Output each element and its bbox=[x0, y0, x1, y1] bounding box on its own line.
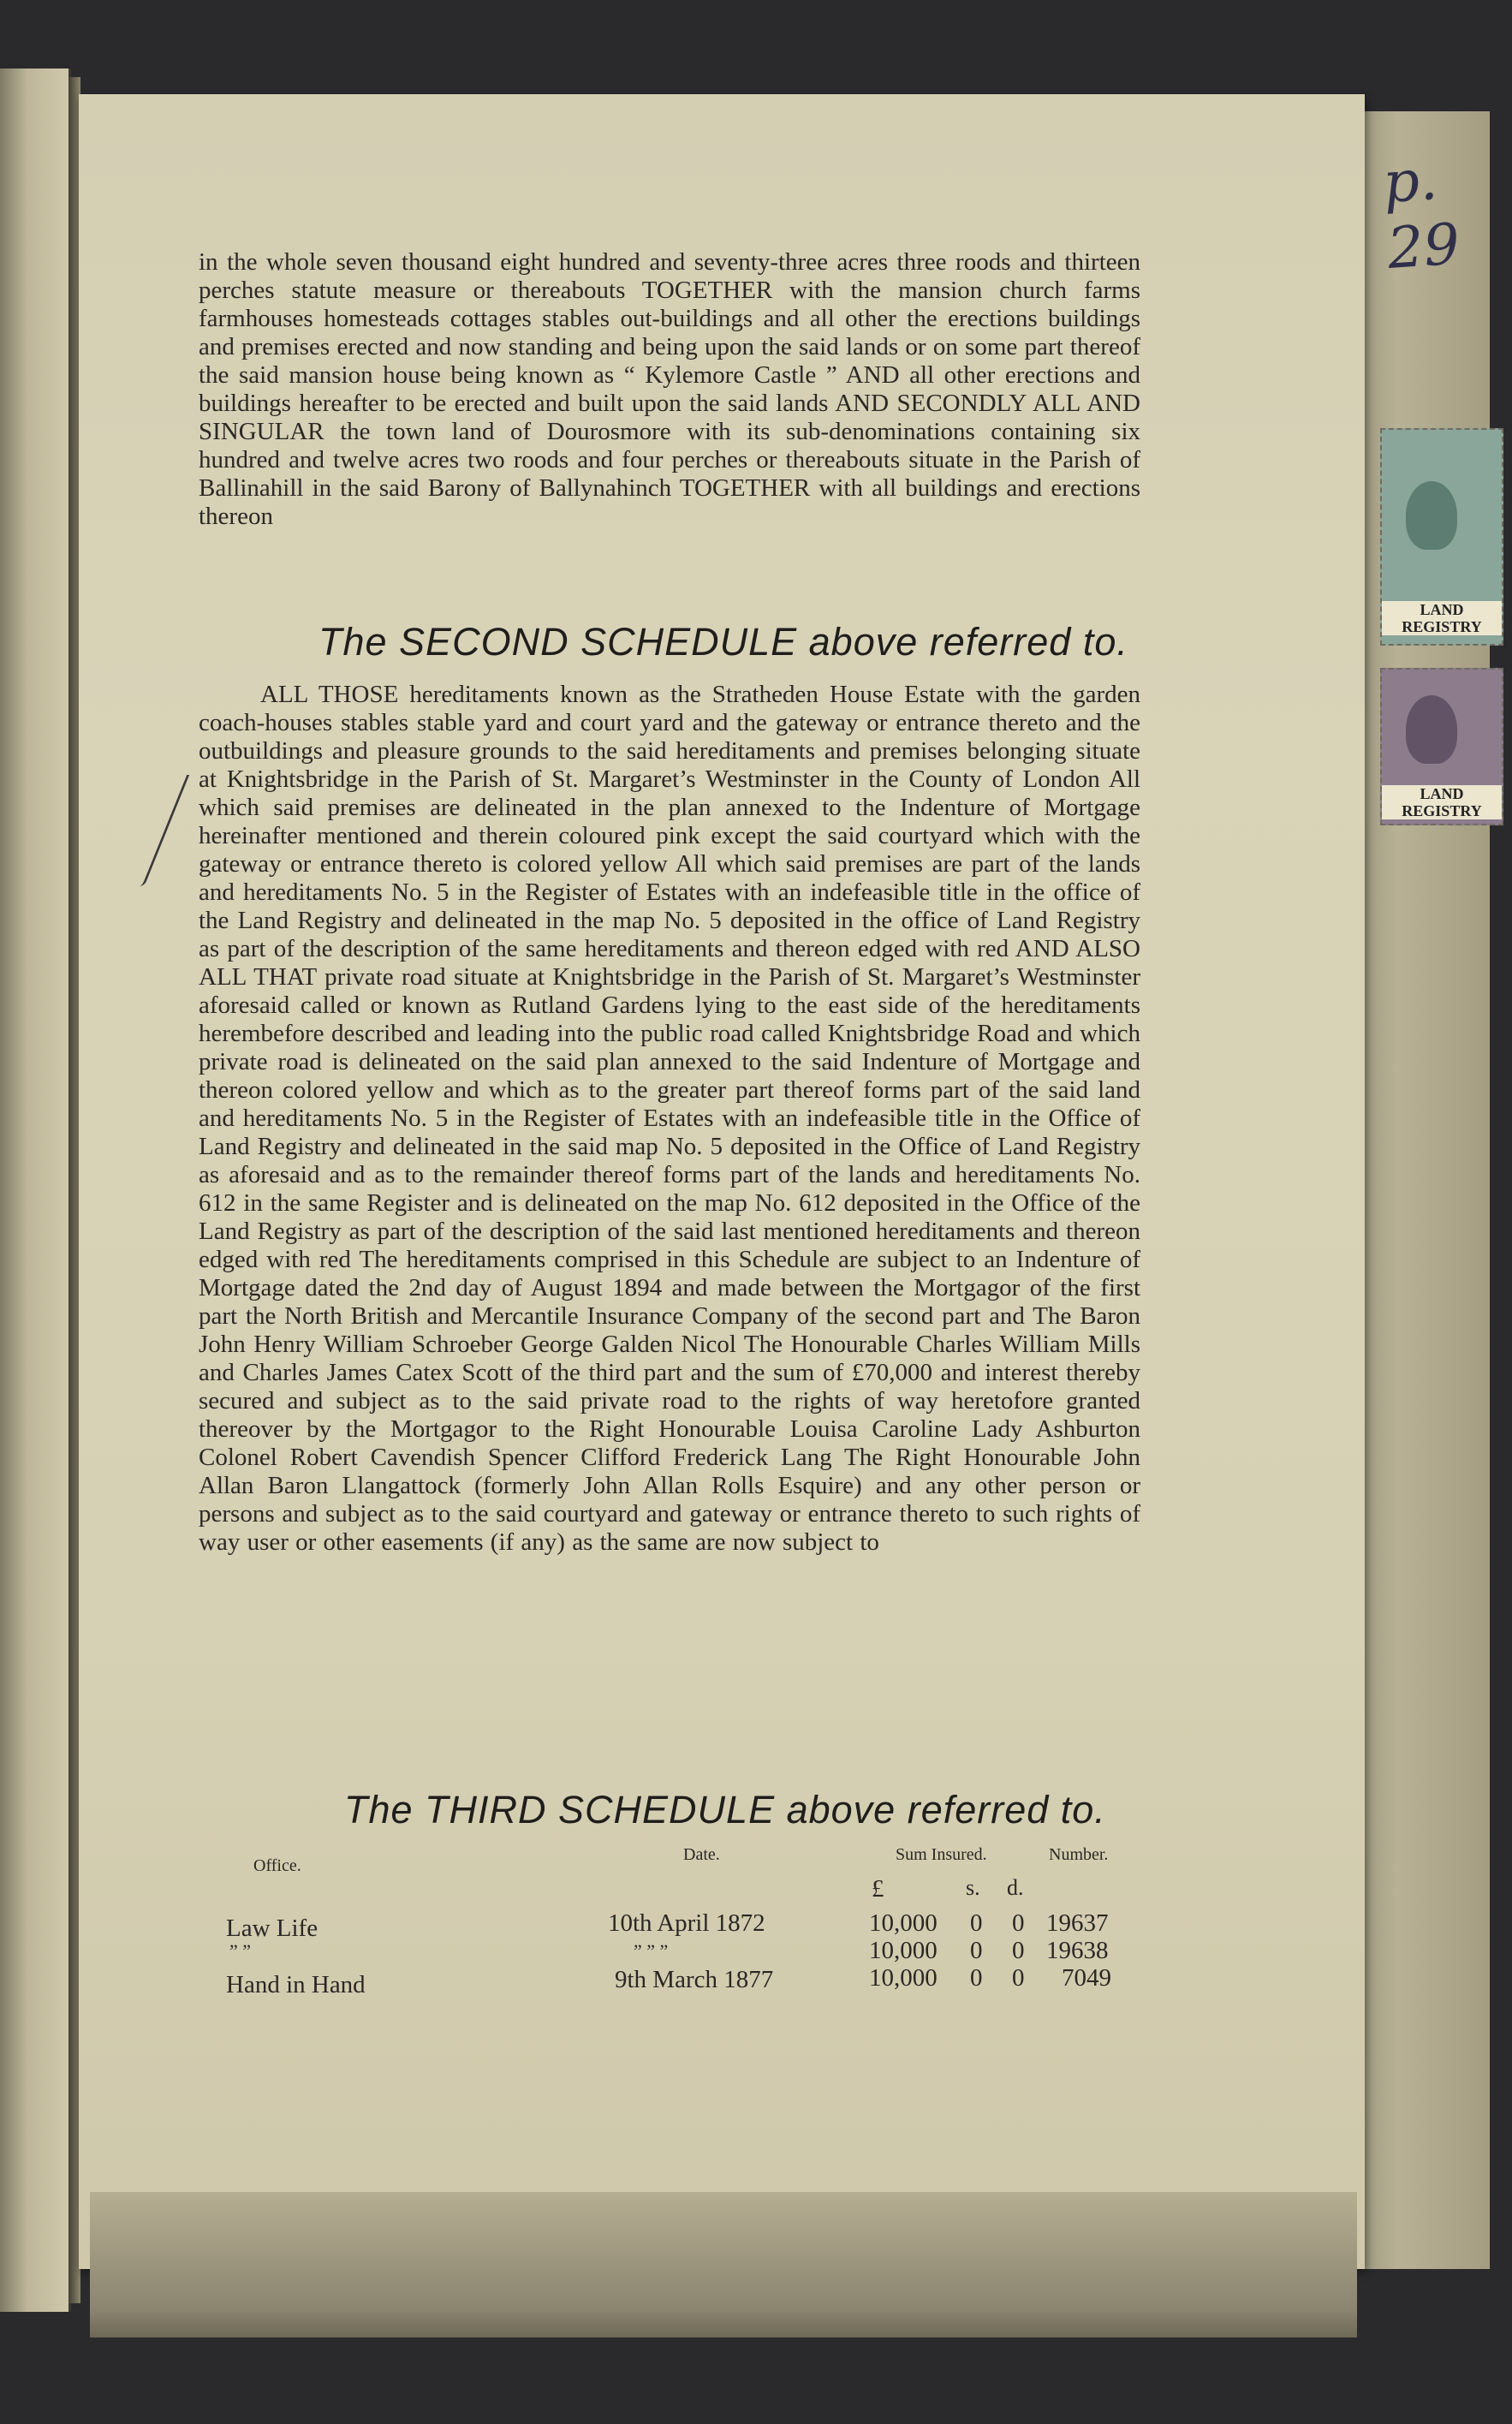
portrait-icon bbox=[1406, 481, 1457, 550]
paragraph: in the whole seven thousand eight hundred and seventy-three acres three roods and thirteen perches statute measure or thereabouts TOGETHER with the mansion church farms farmhouses homesteads cottages stables out-buildings and all other the erections buildings and premises erected and now standing and being upon the said lands or on some part thereof the said mansion house being known as “ Kylemore Castle ” AND all other erections and buildings hereafter to be erected and built upon the said lands AND SECONDLY ALL AND SINGULAR the town land of Dourosmore with its sub-denominations containing six hundred and twelve acres two roods and four perches or thereabouts situate in the Parish of Ballinahill in the said Barony of Ballynahinch TOGETHER with all buildings and erections thereon bbox=[199, 248, 1140, 530]
stamp-label: LAND REGISTRY bbox=[1382, 601, 1502, 635]
paragraph: ALL THOSE hereditaments known as the Stratheden House Estate with the garden coach-houses stables stable yard and court yard and the gateway or entrance thereto and the outbuildings and pleasure grounds to the said hereditaments and premises belonging situate at Knightsbridge in the Parish of St. Margaret’s Westminster in the County of London All which said premises are delineated in the plan annexed to the Indenture of Mortgage hereinafter mentioned and therein coloured pink except the said courtyard which with the gateway or entrance thereto is colored yellow All which said premises are part of the lands and hereditaments No. 5 in the Register of Estates with an indefeasible title in the office of the Land Registry and delineated in the map No. 5 deposited in the office of Land Registry as part of the description of the same hereditaments and thereon edged with red AND ALSO ALL THAT private road situate at Knightsbridge in the Parish of St. Margaret’s Westminster aforesaid called or known as Rutland Gardens lying to the east side of the hereditaments herembefore described and leading into the public road called Knightsbridge Road and which private road is delineated on the said plan annexed to the said Indenture of Mortgage and thereon colored yellow and which as to the greater part thereof forms part of the said land and hereditaments No. 5 in the Register of Estates with an indefeasible title in the Office of Land Registry and delineated in the said map No. 5 deposited in the Office of Land Registry as aforesaid and as to the remainder thereof forms part of the lands and hereditaments No. 612 in the same Register and is delineated on the map No. 612 deposited in the Office of the Land Registry as part of the description of the said last mentioned hereditaments and thereon edged with red The hereditaments comprised in this Schedule are subject to an Indenture of Mortgage dated the 2nd day of August 1894 and made between the Mortgagor of the first part the North British and Mercantile Insurance Company of the second part and The Baron John Henry William Schroeber George Galden Nicol The Honourable Charles William Mills and Charles James Catex Scott of the third part and the sum of £70,000 and interest thereby secured and subject as to the said private road to the rights of way heretofore granted thereover by the Mortgagor to the Right Honourable Louisa Caroline Lady Ashburton Colonel Robert Cavendish Spencer Clifford Frederick Lang The Right Honourable John Allan Baron Llangattock (formerly John Allan Rolls Esquire) and any other person or persons and subject as to the said courtyard and gateway or entrance thereto to such rights of way user or other easements (if any) as the same are now subject to bbox=[199, 681, 1140, 1556]
unit-pence: d. bbox=[1007, 1875, 1024, 1900]
column-header-date: Date. bbox=[683, 1845, 720, 1864]
column-header-sum: Sum Insured. bbox=[896, 1845, 987, 1864]
left-page-edge bbox=[0, 68, 71, 2312]
page-number: p. 29 bbox=[1380, 146, 1462, 282]
unit-pounds: £ bbox=[872, 1875, 884, 1903]
row-shillings: 0 bbox=[970, 1964, 983, 1992]
row-office: Law Life bbox=[226, 1915, 318, 1942]
row-date: 10th April 1872 bbox=[608, 1909, 765, 1937]
second-schedule-heading: The SECOND SCHEDULE above referred to. bbox=[318, 620, 1128, 664]
ditto-office: ” ” bbox=[229, 1940, 252, 1962]
column-header-number: Number. bbox=[1049, 1845, 1109, 1864]
row-shillings: 0 bbox=[970, 1909, 983, 1937]
row-number: 7049 bbox=[1062, 1964, 1111, 1992]
unit-shillings: s. bbox=[966, 1875, 980, 1900]
row-office: Hand in Hand bbox=[226, 1971, 366, 1998]
page-fold bbox=[90, 2192, 1357, 2338]
row-number: 19637 bbox=[1046, 1909, 1109, 1937]
row-number: 19638 bbox=[1046, 1937, 1109, 1964]
third-schedule-heading: The THIRD SCHEDULE above referred to. bbox=[344, 1788, 1106, 1831]
row-pence: 0 bbox=[1012, 1909, 1025, 1937]
revenue-stamp bbox=[1380, 428, 1503, 646]
row-pounds: 10,000 bbox=[869, 1909, 938, 1937]
row-date: 9th March 1877 bbox=[615, 1966, 774, 1993]
revenue-stamp bbox=[1380, 668, 1503, 825]
second-schedule-body bbox=[199, 681, 1140, 1557]
row-pence: 0 bbox=[1012, 1964, 1025, 1992]
row-shillings: 0 bbox=[970, 1937, 983, 1964]
row-pounds: 10,000 bbox=[869, 1964, 938, 1992]
row-pounds: 10,000 bbox=[869, 1937, 938, 1964]
portrait-icon bbox=[1406, 695, 1457, 764]
ditto-date: ” ” ” bbox=[634, 1940, 669, 1962]
stamp-label: LAND REGISTRY bbox=[1382, 785, 1502, 819]
column-header-office: Office. bbox=[253, 1856, 301, 1875]
row-pence: 0 bbox=[1012, 1937, 1025, 1964]
first-schedule-continuation bbox=[199, 248, 1140, 531]
